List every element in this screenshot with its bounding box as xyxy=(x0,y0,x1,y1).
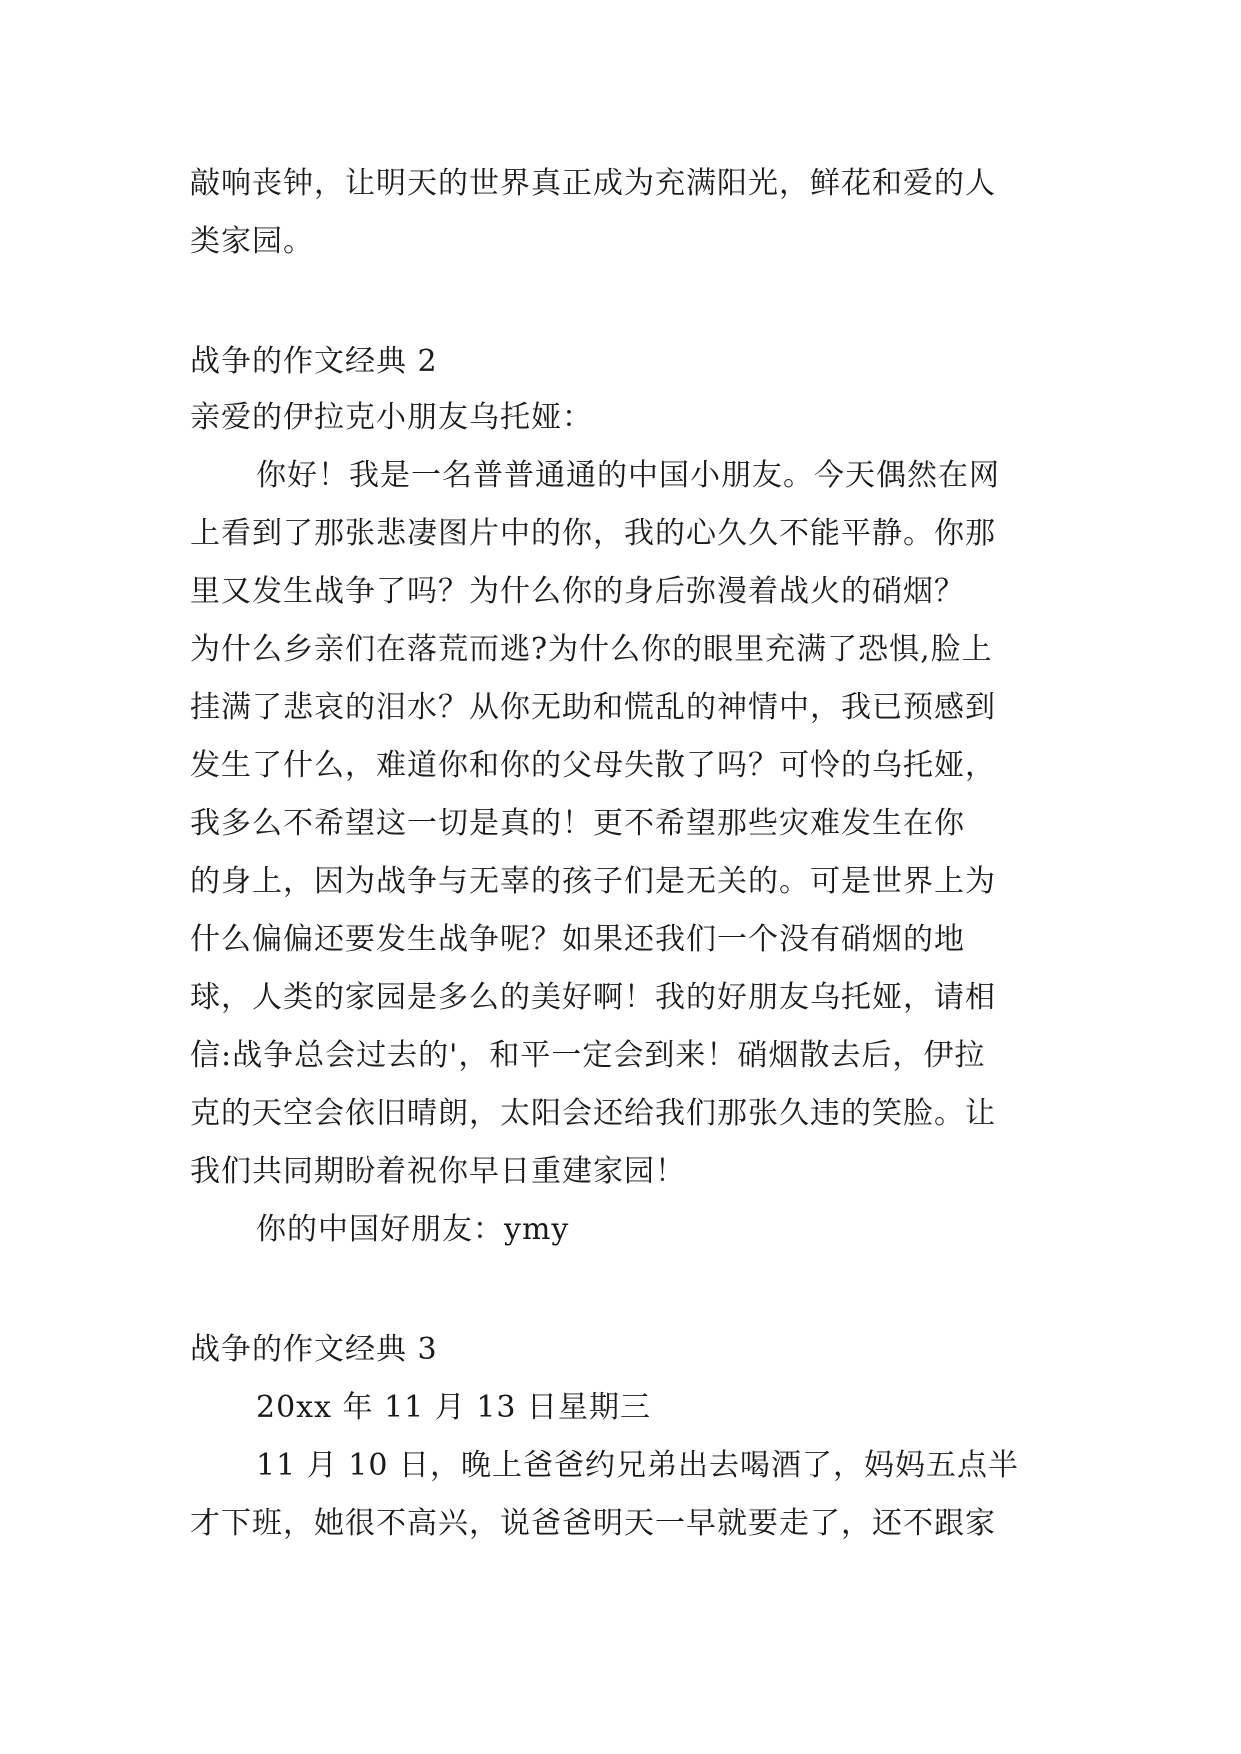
intro-line-1: 敲响丧钟，让明天的世界真正成为充满阳光，鲜花和爱的人 xyxy=(190,166,996,201)
section-3-title: 战争的作文经典 3 xyxy=(190,1332,438,1367)
section-2-body-line: 你好！我是一名普普通通的中国小朋友。今天偶然在网 xyxy=(256,458,1000,493)
section-2-body-line: 为什么乡亲们在落荒而逃?为什么你的眼里充满了恐惧,脸上 xyxy=(190,632,993,667)
section-2-body-line: 里又发生战争了吗？为什么你的身后弥漫着战火的硝烟？ xyxy=(190,574,965,609)
section-2-salutation: 亲爱的伊拉克小朋友乌托娅： xyxy=(190,400,593,435)
section-2-body-line: 信:战争总会过去的'，和平一定会到来！硝烟散去后，伊拉 xyxy=(190,1038,986,1073)
section-3-body-line: 11 月 10 日，晚上爸爸约兄弟出去喝酒了，妈妈五点半 xyxy=(256,1448,1019,1483)
section-3-body-line: 才下班，她很不高兴，说爸爸明天一早就要走了，还不跟家 xyxy=(190,1506,996,1541)
section-2-title: 战争的作文经典 2 xyxy=(190,344,438,379)
section-2-body-line: 球，人类的家园是多么的美好啊！我的好朋友乌托娅，请相 xyxy=(190,980,996,1015)
section-2-body-line: 我多么不希望这一切是真的！更不希望那些灾难发生在你 xyxy=(190,806,965,841)
section-2-body-line: 的身上，因为战争与无辜的孩子们是无关的。可是世界上为 xyxy=(190,864,996,899)
section-2-body-line: 什么偏偏还要发生战争呢？如果还我们一个没有硝烟的地 xyxy=(190,922,965,957)
section-2-body-line: 克的天空会依旧晴朗，太阳会还给我们那张久违的笑脸。让 xyxy=(190,1096,996,1131)
section-2-body-line: 我们共同期盼着祝你早日重建家园！ xyxy=(190,1154,686,1189)
intro-line-2: 类家园。 xyxy=(190,224,314,259)
section-3-date: 20xx 年 11 月 13 日星期三 xyxy=(256,1390,652,1425)
section-2-body-line: 上看到了那张悲凄图片中的你，我的心久久不能平静。你那 xyxy=(190,516,996,551)
section-2-signature: 你的中国好朋友：ymy xyxy=(256,1212,570,1247)
section-2-body-line: 挂满了悲哀的泪水？从你无助和慌乱的神情中，我已预感到 xyxy=(190,690,996,725)
section-2-body-line: 发生了什么，难道你和你的父母失散了吗？可怜的乌托娅， xyxy=(190,748,996,783)
